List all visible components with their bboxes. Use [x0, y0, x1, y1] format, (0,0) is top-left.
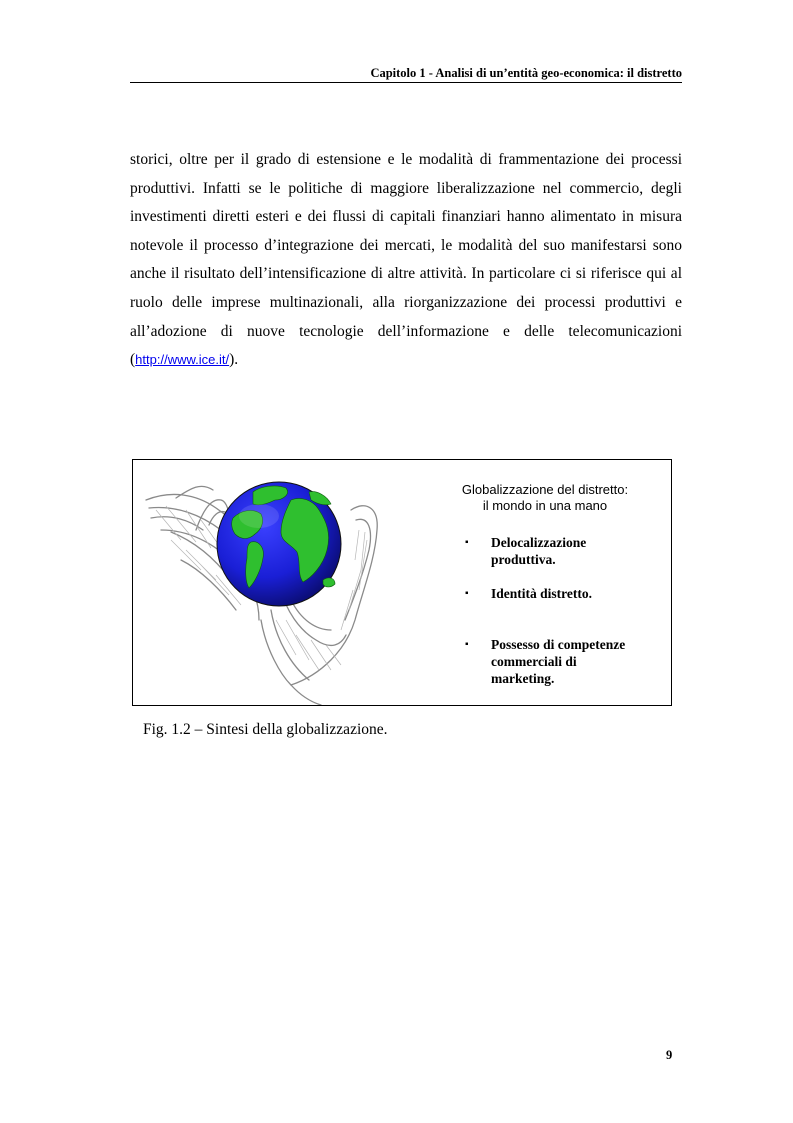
list-item-label: Possesso di competenze commerciali di marketing. [491, 637, 626, 686]
list-item [447, 534, 643, 568]
paragraph-text: storici, oltre per il grado di estensione e le modalità di frammentazione dei processi produttivi. Infatti se le politiche di maggiore liberalizzazione nel commercio, degli investimenti diretti esteri e dei flussi di capitali finanziari hanno alimentato in misura notevole il processo d’integrazione dei mercati, le modalità del suo manifestarsi sono anche il risultato dell’intensificazione di altre attività. In particolare ci si riferisce qui al ruolo delle imprese multinazionali, alla riorganizzazione dei processi produttivi e all’adozione di nuove tecnologie dell’informazione e delle telecomunicazioni ( [130, 151, 682, 369]
list-item [447, 585, 643, 602]
bullet-icon: ▪ [465, 588, 469, 599]
bullet-icon: ▪ [465, 537, 469, 548]
figure-title-line1: Globalizzazione del distretto: [461, 482, 629, 497]
list-item [447, 636, 643, 687]
ice-link[interactable]: http://www.ice.it/ [135, 352, 230, 368]
figure-text-panel [447, 482, 643, 687]
figure-title-line2: il mondo in una mano [482, 498, 608, 513]
list-item-label: Identità distretto. [491, 586, 592, 601]
page-number: 9 [666, 1048, 673, 1062]
figure-list [447, 534, 643, 687]
figure-box [132, 459, 672, 706]
paragraph-end: ). [229, 351, 239, 369]
bullet-icon: ▪ [465, 639, 469, 650]
header-rule [130, 82, 682, 83]
hand-holding-globe-icon [141, 470, 431, 705]
running-header: Capitolo 1 - Analisi di un’entità geo-economica: il distretto [370, 66, 682, 80]
list-item-label: Delocalizzazione produttiva. [491, 535, 587, 567]
figure-title [447, 482, 643, 514]
figure-caption: Fig. 1.2 – Sintesi della globalizzazione. [143, 721, 388, 738]
body-paragraph [130, 146, 682, 375]
